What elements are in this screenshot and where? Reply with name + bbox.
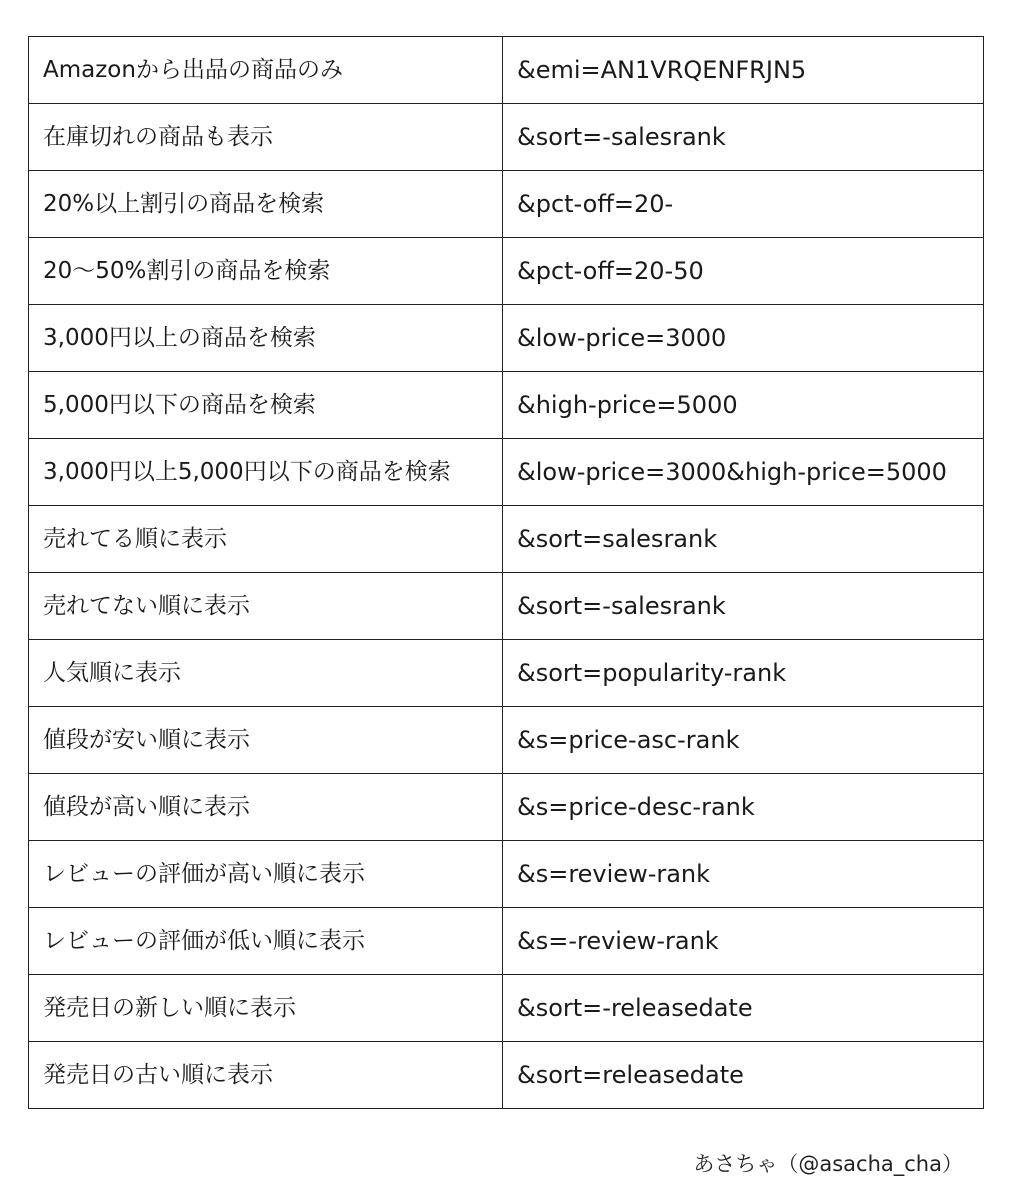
row-label: 発売日の新しい順に表示 [29,975,503,1042]
row-param: &high-price=5000 [503,372,984,439]
row-label: 値段が高い順に表示 [29,774,503,841]
row-param: &low-price=3000&high-price=5000 [503,439,984,506]
row-param: &sort=salesrank [503,506,984,573]
row-param: &s=-review-rank [503,908,984,975]
row-label: レビューの評価が高い順に表示 [29,841,503,908]
table-row [29,37,984,104]
row-label: レビューの評価が低い順に表示 [29,908,503,975]
row-label: 20%以上割引の商品を検索 [29,171,503,238]
table-row [29,506,984,573]
author-credit: あさちゃ（@asacha_cha） [693,1152,963,1176]
row-label: 人気順に表示 [29,640,503,707]
table-row [29,774,984,841]
row-param: &s=review-rank [503,841,984,908]
row-label: Amazonから出品の商品のみ [29,37,503,104]
row-label: 値段が安い順に表示 [29,707,503,774]
row-param: &s=price-desc-rank [503,774,984,841]
table-row [29,908,984,975]
row-label: 売れてる順に表示 [29,506,503,573]
row-param: &pct-off=20-50 [503,238,984,305]
table-row [29,372,984,439]
row-param: &sort=-salesrank [503,104,984,171]
table-row [29,640,984,707]
table-row [29,841,984,908]
table-row [29,707,984,774]
table-row [29,104,984,171]
row-label: 在庫切れの商品も表示 [29,104,503,171]
row-param: &s=price-asc-rank [503,707,984,774]
row-label: 5,000円以下の商品を検索 [29,372,503,439]
row-param: &sort=-releasedate [503,975,984,1042]
table-row [29,171,984,238]
table-row [29,975,984,1042]
row-param: &sort=-salesrank [503,573,984,640]
row-param: &sort=releasedate [503,1042,984,1109]
table-row [29,305,984,372]
table-row [29,439,984,506]
table-row [29,238,984,305]
row-label: 3,000円以上の商品を検索 [29,305,503,372]
search-parameter-table [28,36,984,1109]
row-param: &pct-off=20- [503,171,984,238]
row-param: &emi=AN1VRQENFRJN5 [503,37,984,104]
row-label: 3,000円以上5,000円以下の商品を検索 [29,439,503,506]
table-row [29,1042,984,1109]
search-parameter-table-container [28,36,983,1109]
row-label: 売れてない順に表示 [29,573,503,640]
row-param: &sort=popularity-rank [503,640,984,707]
row-label: 20～50%割引の商品を検索 [29,238,503,305]
row-label: 発売日の古い順に表示 [29,1042,503,1109]
table-row [29,573,984,640]
row-param: &low-price=3000 [503,305,984,372]
